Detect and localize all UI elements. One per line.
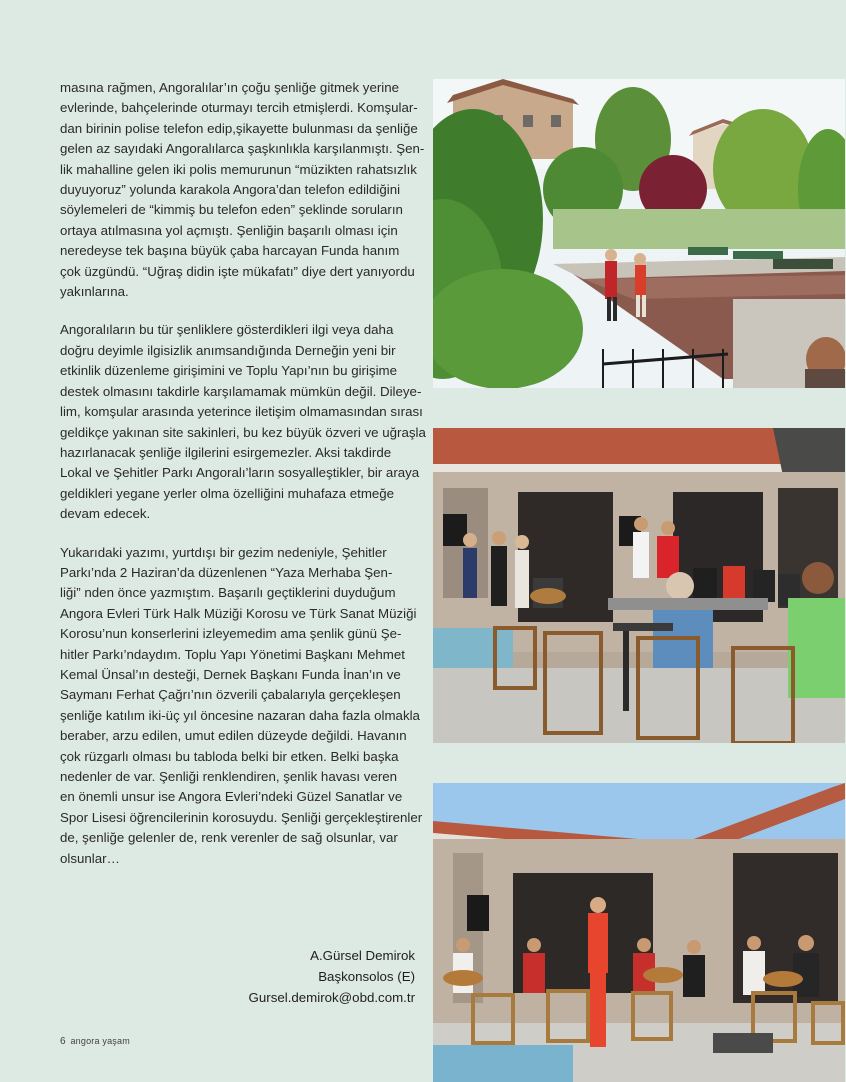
text-line: söylemeleri de “kimmiş bu telefon eden” şeklinde soruların: [60, 202, 403, 218]
text-line: de, şenliğe gelenler de, renk verenler de sağ olsunlar, var: [60, 830, 398, 846]
text-line: şenliğe katılım iki-üç yıl öncesine nazaran daha fazla olmakla: [60, 707, 420, 723]
paragraph-3: [60, 543, 423, 870]
text-line: destek olmasını takdirle karşılamamak mümkün değil. Dileye-: [60, 383, 422, 399]
page-number: 6: [60, 1036, 66, 1047]
paragraph-2: [60, 320, 426, 524]
text-line: çok üzgündü. “Uğraş didin işte mükafatı” diye dert yanıyordu: [60, 263, 415, 279]
text-line: nedenler de var. Şenliği renklendiren, şenlik havası veren: [60, 769, 398, 784]
text-line: Lokal ve Şehitler Parkı Angoralı’ların sosyalleştikler, bir araya: [60, 465, 420, 481]
text-line: hazırlanacak şenliğe ilgilerini esirgemezler. Aksi takdirde: [60, 444, 392, 460]
text-line: devam edecek.: [60, 506, 151, 522]
text-line: beraber, arzu edilen, umut edilen düzeyde değildi. Havanın: [60, 728, 407, 744]
text-line: olsunlar…: [60, 850, 120, 866]
text-line: lim, komşular arasında yeterince iletişim olmamasından sırası: [60, 404, 423, 420]
text-line: ortaya atılmasına yol açmıştı. Şenliğin başarılı olması için: [60, 222, 398, 238]
text-line: Angoralıların bu tür şenliklere gösterdikleri ilgi veya daha: [60, 322, 394, 338]
text-line: doğru deyimle ilgisizlik anımsandığında Derneğin yeni bir: [60, 342, 396, 358]
paragraph-1: [60, 78, 425, 302]
text-line: gelen az sayıdaki Angoralılarca şaşkınlıkla karşılanmıştı. Şen-: [60, 141, 425, 157]
text-line: en önemli unsur ise Angora Evleri’ndeki Güzel Sanatlar ve: [60, 789, 403, 805]
text-line: duyuyoruz” yolunda karakola Angora’dan telefon edildiğini: [60, 182, 401, 198]
text-line: Yukarıdaki yazımı, yurtdışı bir gezim nedeniyle, Şehitler: [60, 544, 387, 560]
text-line: yakınlarına.: [60, 284, 129, 300]
text-line: geldikçe yakınan site sakinleri, bu kez büyük özveri ve uğraşla: [60, 424, 426, 440]
text-line: geldikleri yegane yerler olma özelliğini muhafaza etmeğe: [60, 485, 395, 501]
photo-concert-terrace: [433, 428, 845, 743]
author-title: Başkonsolos (E): [318, 969, 415, 984]
text-line: dan birinin polise telefon edip,şikayette bulunması da şenliğe: [60, 120, 418, 136]
publication-name: angora yaşam: [70, 1036, 130, 1046]
article-body: [60, 78, 426, 887]
text-line: Kemal Ünsal’ın desteği, Dernek Başkanı Funda İnan’ın ve: [60, 666, 401, 682]
author-name: A.Gürsel Demirok: [310, 948, 415, 963]
text-line: Spor Lisesi öğrencilerinin korosuydu. Şenliği gerçekleştirenler: [60, 809, 423, 825]
text-line: Korosu’nun konserlerini izleyemedim ama şenlik günü Şe-: [60, 626, 402, 642]
text-line: masına rağmen, Angoralılar’ın çoğu şenliğe gitmek yerine: [60, 80, 400, 95]
photo-park-festival: [433, 79, 845, 388]
text-line: Parkı’nda 2 Haziran’da düzenlenen “Yaza Merhaba Şen-: [60, 564, 393, 580]
text-line: neredeyse tek başına büyük çaba harcayan Funda hanım: [60, 243, 400, 259]
text-line: lik mahalline gelen iki polis memurunun “müzikten rahatsızlık: [60, 161, 417, 177]
text-line: evlerinde, bahçelerinde oturmayı tercih etmişlerdi. Komşular-: [60, 100, 418, 116]
page-footer: [60, 1036, 130, 1047]
text-line: çok rüzgarlı olması bu tabloda belki bir etken. Belki başka: [60, 748, 399, 764]
text-line: etkinlik düzenleme girişimini ve Toplu Yapı’nın bu girişime: [60, 363, 398, 379]
photo-choir-performance: [433, 783, 845, 1082]
author-email[interactable]: Gursel.demirok@obd.com.tr: [248, 990, 415, 1005]
text-line: liği” nden önce yazmıştım. Başarılı geçtiklerini duyduğum: [60, 585, 396, 601]
text-line: Angora Evleri Türk Halk Müziği Korosu ve Türk Sanat Müziği: [60, 605, 417, 621]
author-signature: [155, 945, 415, 1008]
text-line: Saymanı Ferhat Çağrı’nın özverili çabalarıyla gerçekleşen: [60, 687, 401, 703]
text-line: hitler Parkı’ndaydım. Toplu Yapı Yönetimi Başkanı Mehmet: [60, 646, 405, 662]
